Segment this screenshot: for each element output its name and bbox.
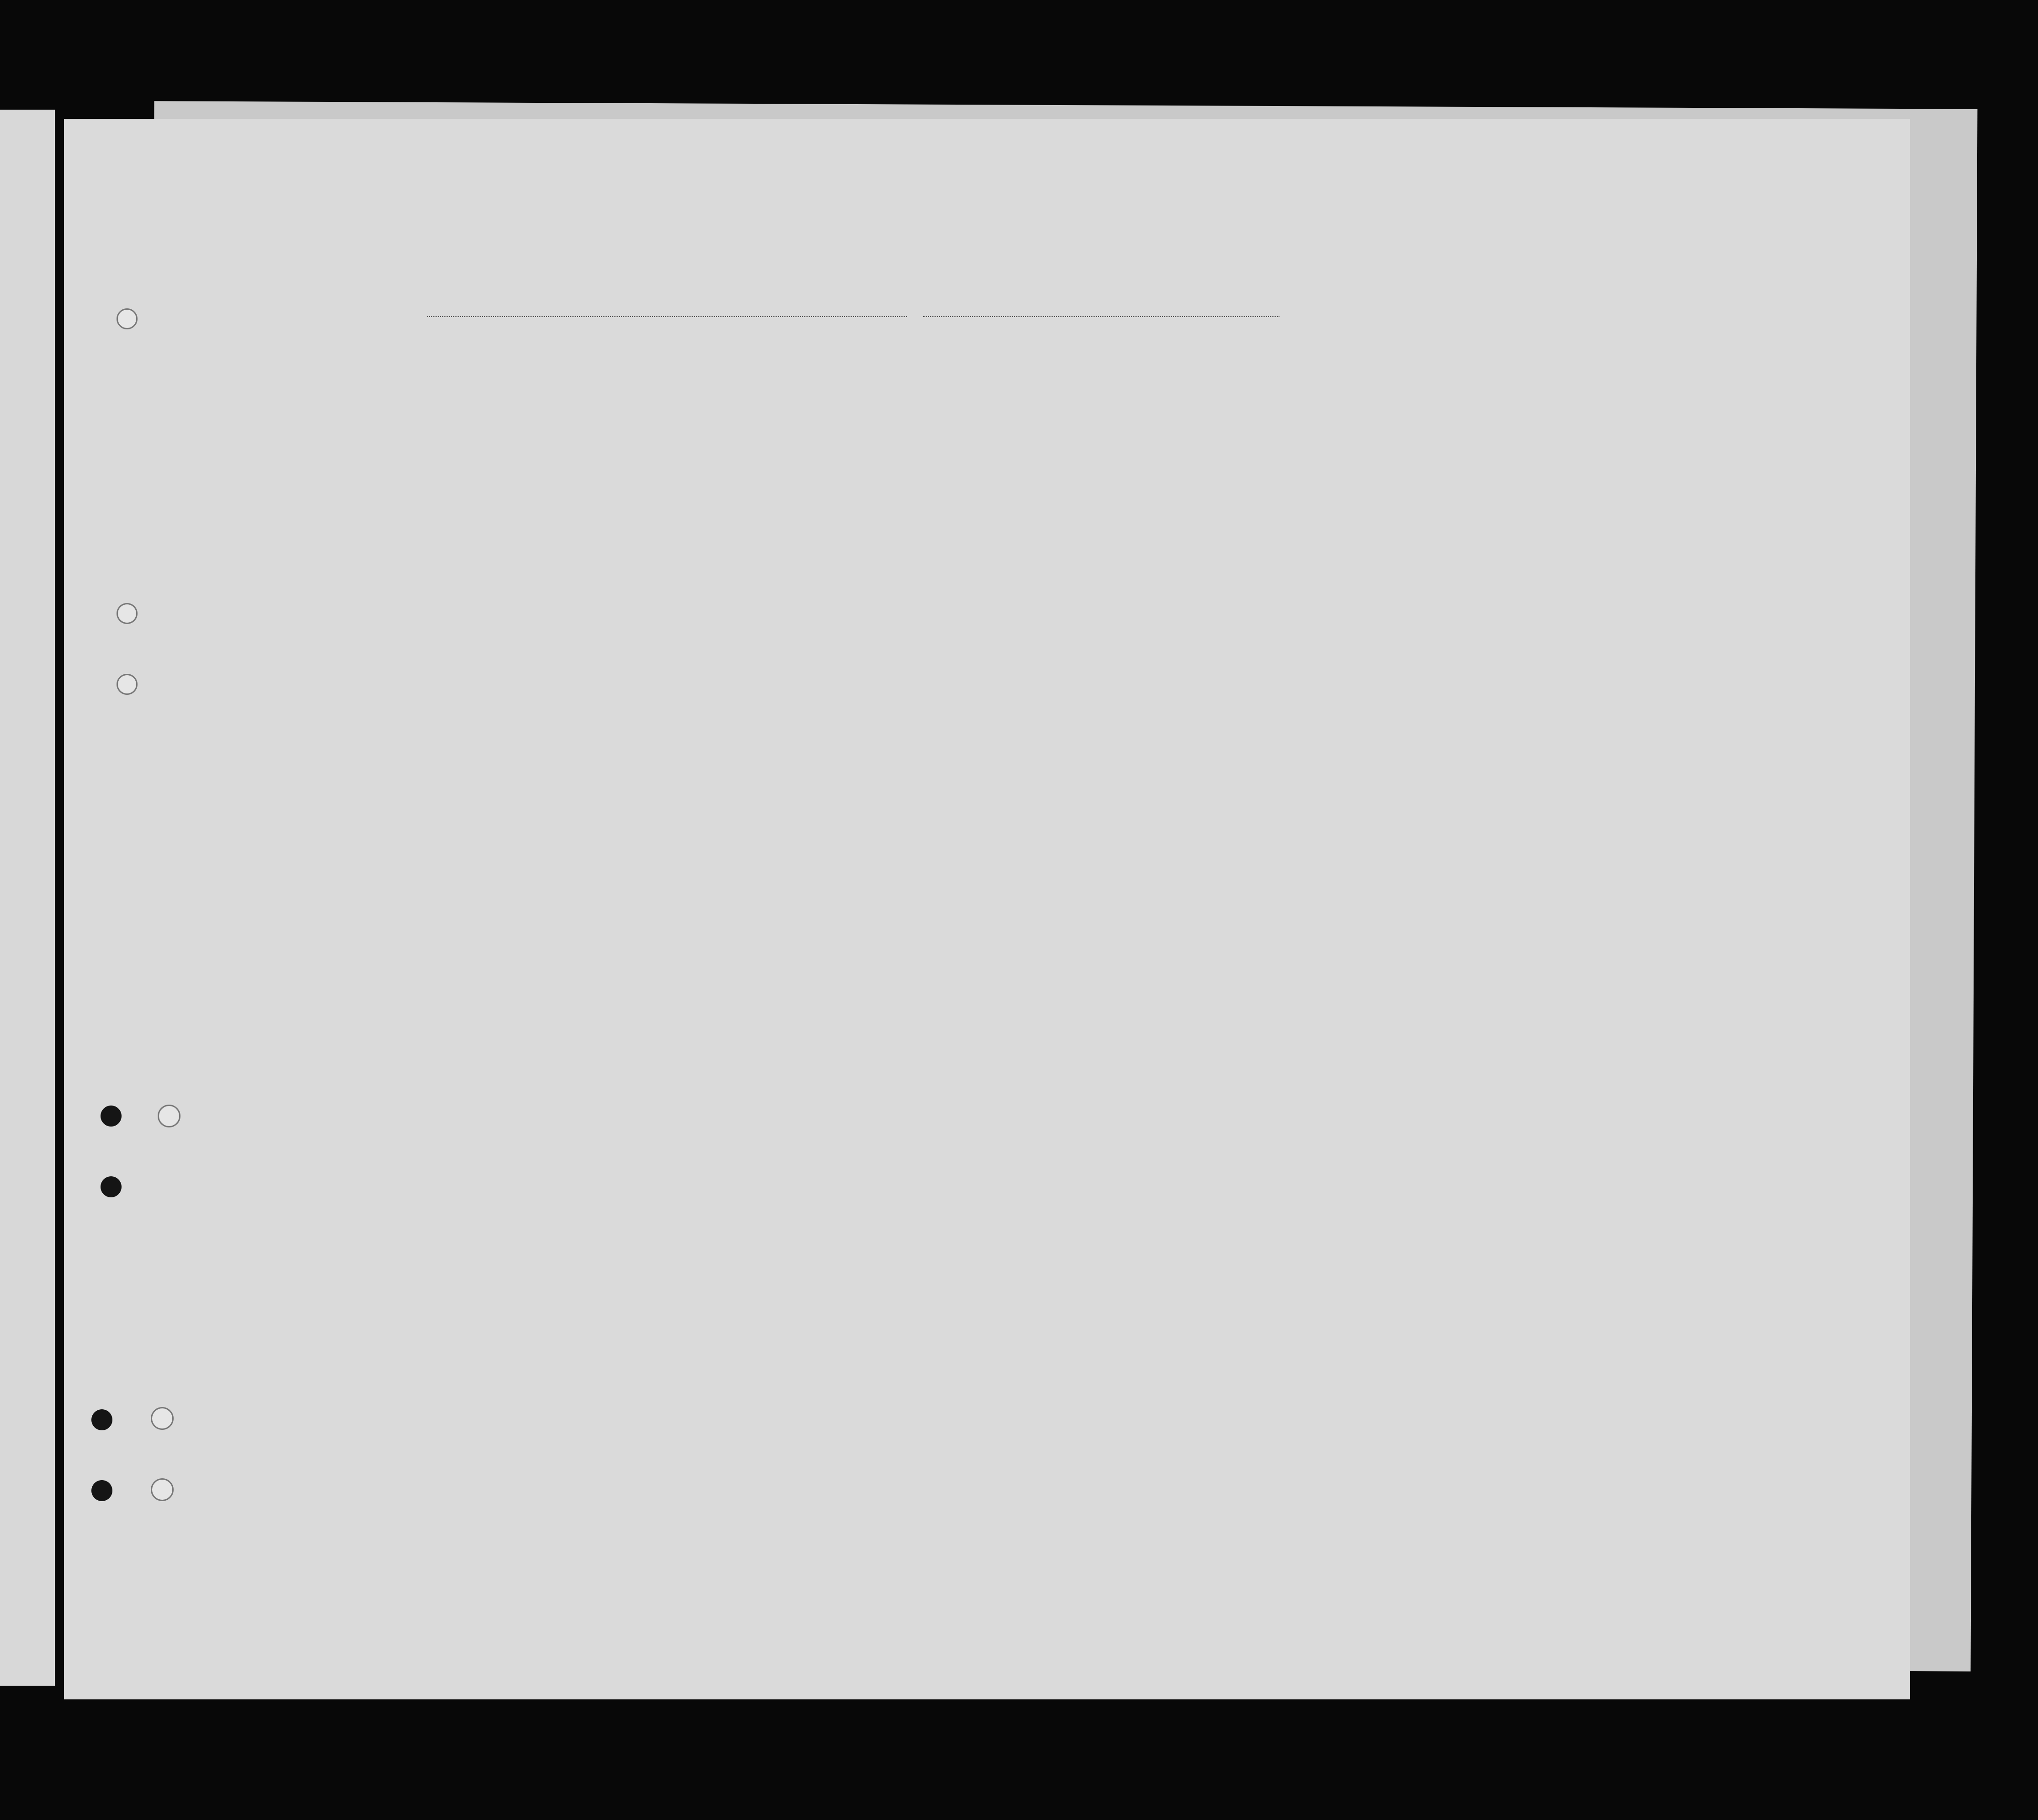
punch-hole bbox=[117, 603, 138, 624]
punch-hole bbox=[91, 1409, 112, 1430]
manifest-sheet bbox=[64, 119, 1910, 1699]
punch-hole bbox=[117, 674, 138, 695]
punch-hole bbox=[101, 1176, 122, 1197]
date-underline bbox=[923, 316, 1279, 317]
punch-hole bbox=[151, 1478, 174, 1501]
punch-hole bbox=[117, 308, 138, 329]
punch-hole bbox=[91, 1480, 112, 1501]
adjacent-page-fragment bbox=[0, 110, 55, 1686]
port-underline bbox=[427, 316, 907, 317]
punch-hole bbox=[101, 1106, 122, 1127]
punch-hole bbox=[158, 1105, 180, 1127]
punch-hole bbox=[151, 1407, 174, 1430]
